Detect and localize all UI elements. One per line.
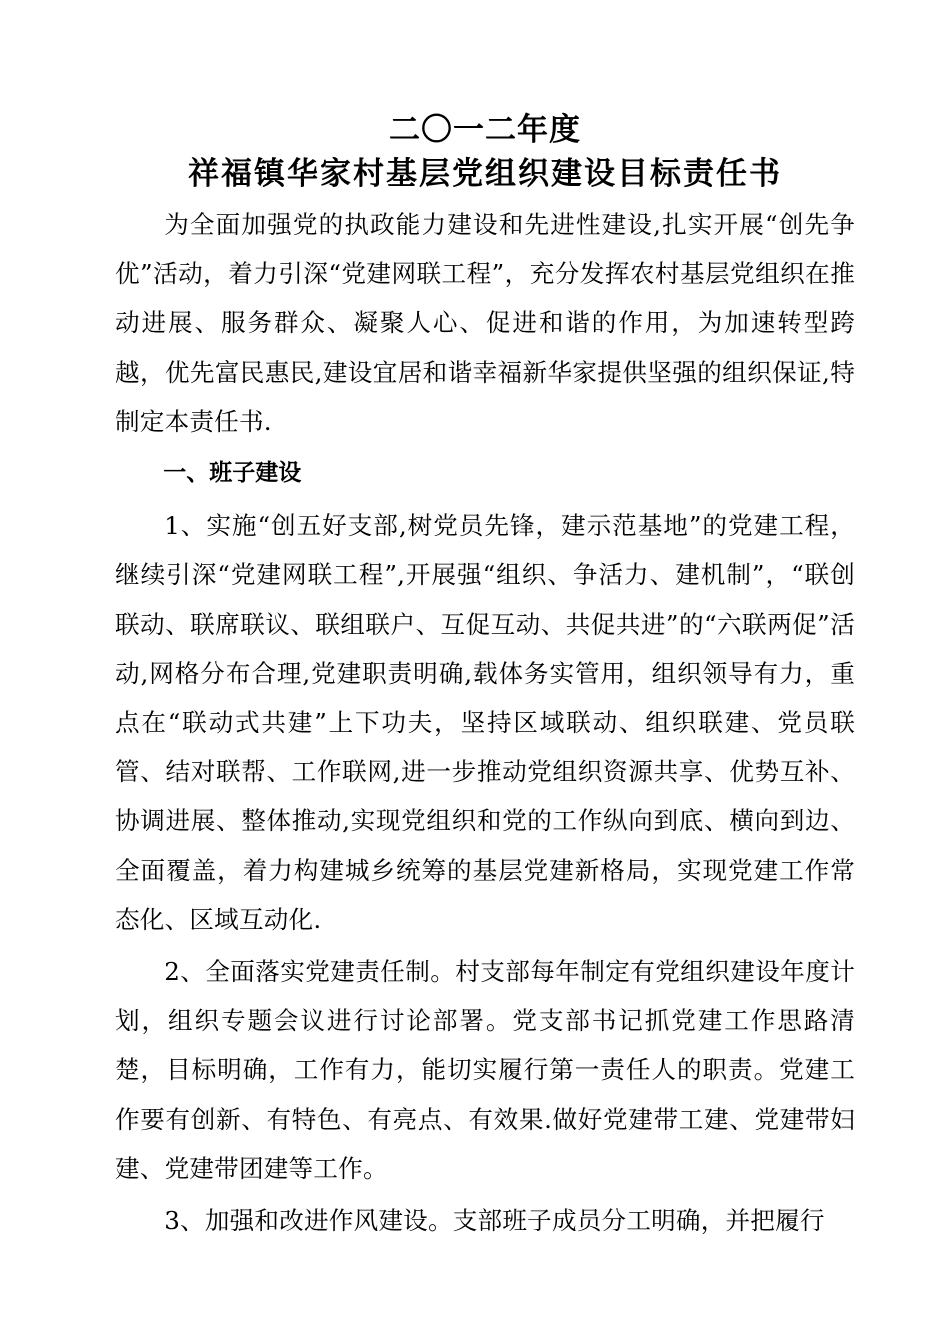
intro-paragraph: 为全面加强党的执政能力建设和先进性建设,扎实开展“创先争优”活动，着力引深“党建网联工程”，充分发挥农村基层党组织在推动进展、服务群众、凝聚人心、促进和谐的作用，为加速转型跨越，优先富民惠民,建设宜居和谐幸福新华家提供坚强的组织保证,特制定本责任书.: [115, 210, 855, 436]
item-paragraph-1: 1、实施“创五好支部,树党员先锋，建示范基地”的党建工程，继续引深“党建网联工程”,开展强“组织、争活力、建机制”，“联创联动、联席联议、联组联户、互促互动、共促共进”的“六联两促”活动,网格分布合理,党建职责明确,载体务实管用，组织领导有力，重点在“联动式共建”上下功夫，坚持区域联动、组织联建、党员联管、结对联帮、工作联网,进一步推动党组织资源共享、优势互补、协调进展、整体推动,实现党组织和党的工作纵向到底、横向到边、全面覆盖，着力构建城乡统筹的基层党建新格局，实现党建工作常态化、区域互动化.: [115, 511, 855, 934]
item-paragraph-2: 2、全面落实党建责任制。村支部每年制定有党组织建设年度计划，组织专题会议进行讨论部署。党支部书记抓党建工作思路清楚，目标明确，工作有力，能切实履行第一责任人的职责。党建工作要有创新、有特色、有亮点、有效果.做好党建带工建、党建带妇建、党建带团建等工作。: [115, 957, 855, 1183]
section-heading-team-building: 一、班子建设: [163, 460, 302, 487]
document-title-main: 祥福镇华家村基层党组织建设目标责任书: [188, 156, 782, 192]
document-page: [115, 108, 855, 1245]
document-title-year: 二〇一二年度: [389, 112, 581, 148]
item-paragraph-3: 3、加强和改进作风建设。支部班子成员分工明确，并把履行: [164, 1206, 825, 1236]
